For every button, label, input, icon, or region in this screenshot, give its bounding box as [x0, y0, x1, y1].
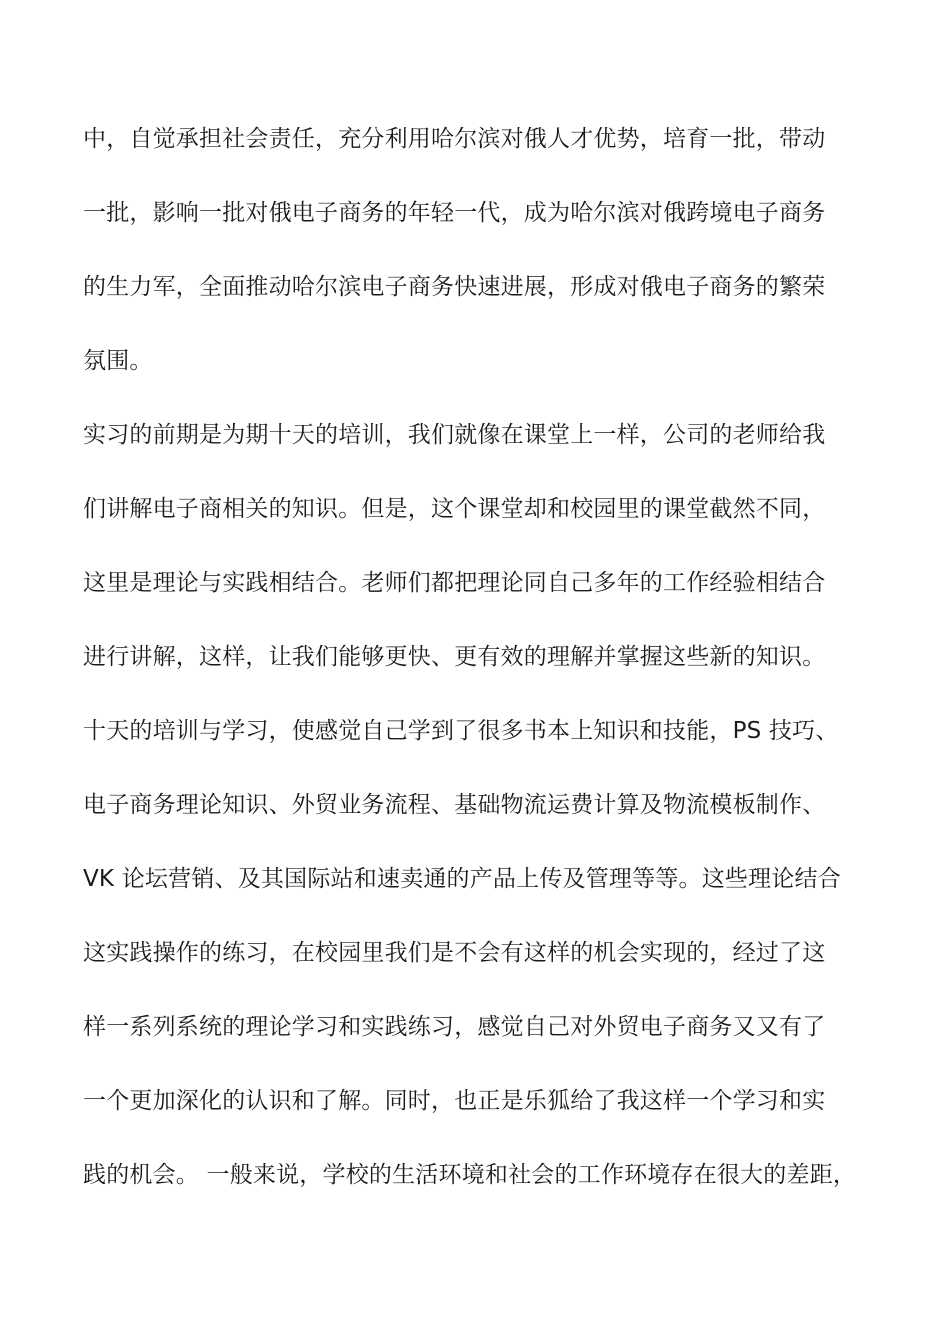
text-line: 一个更加深化的认识和了解。同时，也正是乐狐给了我这样一个学习和实 — [83, 1088, 826, 1114]
text-line: 这实践操作的练习，在校园里我们是不会有这样的机会实现的，经过了这 — [83, 940, 826, 966]
text-line: 氛围。 — [83, 348, 153, 374]
text-line: VK 论坛营销、及其国际站和速卖通的产品上传及管理等等。这些理论结合 — [83, 866, 841, 892]
text-line: 进行讲解，这样，让我们能够更快、更有效的理解并掌握这些新的知识。 — [83, 644, 826, 670]
text-line: 这里是理论与实践相结合。老师们都把理论同自己多年的工作经验相结合 — [83, 570, 826, 596]
text-line: 实习的前期是为期十天的培训，我们就像在课堂上一样，公司的老师给我 — [83, 422, 826, 448]
text-line: 们讲解电子商相关的知识。但是，这个课堂却和校园里的课堂截然不同， — [83, 496, 826, 522]
text-line: 样一系列系统的理论学习和实践练习，感觉自己对外贸电子商务又又有了 — [83, 1014, 826, 1040]
text-line: 的生力军，全面推动哈尔滨电子商务快速进展，形成对俄电子商务的繁荣 — [83, 274, 826, 300]
text-line: 践的机会。 一般来说，学校的生活环境和社会的工作环境存在很大的差距， — [83, 1162, 857, 1188]
text-line: 中，自觉承担社会责任，充分利用哈尔滨对俄人才优势，培育一批，带动 — [83, 126, 826, 152]
text-line: 十天的培训与学习，使感觉自己学到了很多书本上知识和技能，PS 技巧、 — [83, 718, 839, 744]
text-line: 电子商务理论知识、外贸业务流程、基础物流运费计算及物流模板制作、 — [83, 792, 826, 818]
text-line: 一批，影响一批对俄电子商务的年轻一代，成为哈尔滨对俄跨境电子商务 — [83, 200, 826, 226]
